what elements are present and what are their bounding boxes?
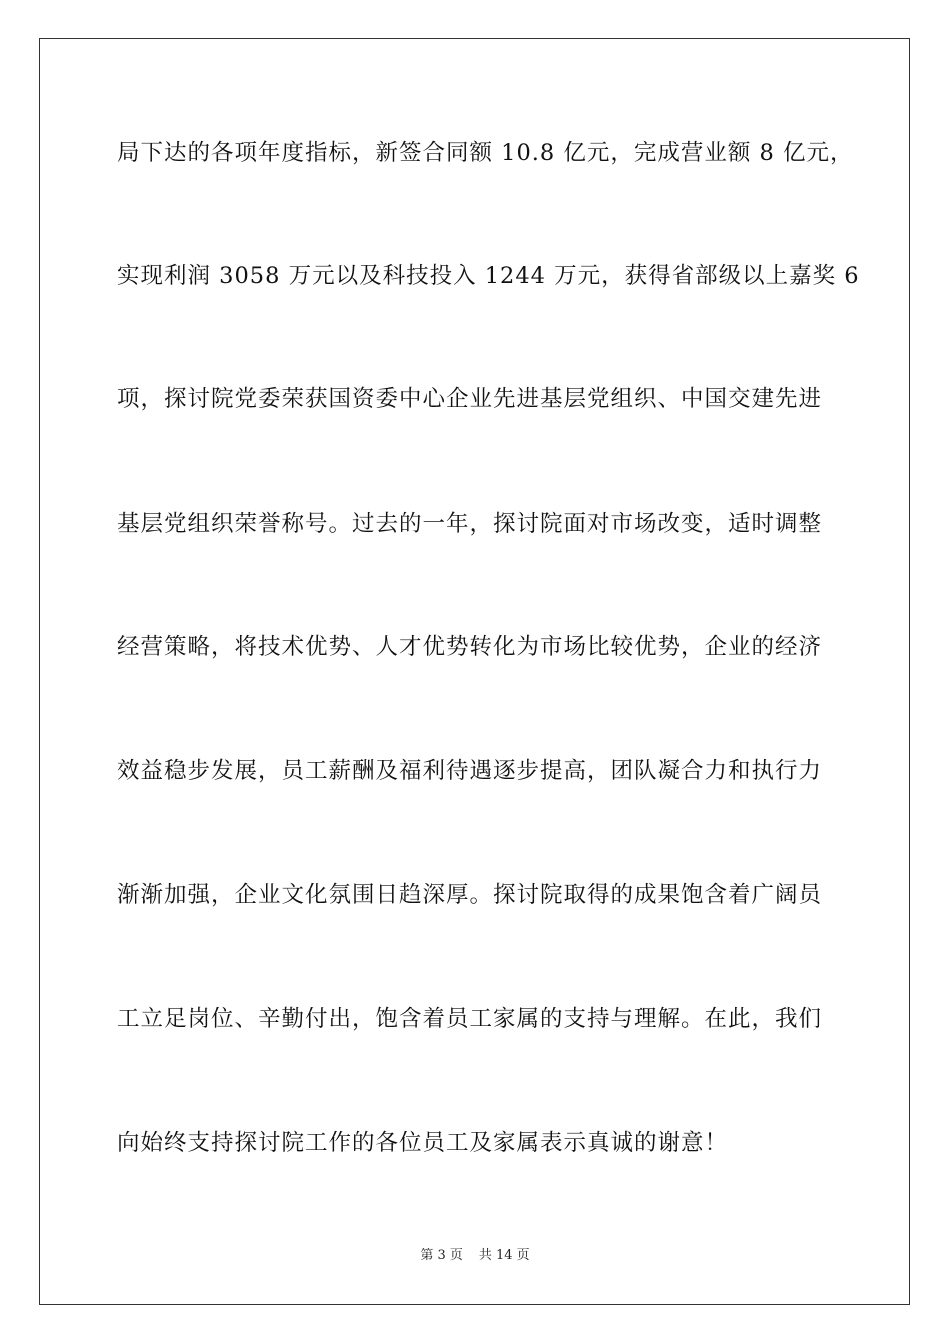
- page-footer: [0, 1247, 950, 1265]
- body-line-2: 实现利润 3058 万元以及科技投入 1244 万元，获得省部级以上嘉奖 6: [117, 263, 860, 289]
- body-line-9: 向始终支持探讨院工作的各位员工及家属表示真诚的谢意！: [117, 1130, 729, 1156]
- page-number-total: 共 14 页: [478, 1248, 530, 1263]
- body-line-3: 项，探讨院党委荣获国资委中心企业先进基层党组织、中国交建先进: [117, 386, 823, 412]
- page-border: [39, 38, 910, 1305]
- body-line-6: 效益稳步发展，员工薪酬及福利待遇逐步提高，团队凝合力和执行力: [117, 758, 823, 784]
- body-line-4: 基层党组织荣誉称号。过去的一年，探讨院面对市场改变，适时调整: [117, 511, 823, 537]
- body-line-7: 渐渐加强，企业文化氛围日趋深厚。探讨院取得的成果饱含着广阔员: [117, 882, 823, 908]
- body-line-1: 局下达的各项年度指标，新签合同额 10.8 亿元，完成营业额 8 亿元，: [117, 140, 854, 166]
- body-line-8: 工立足岗位、辛勤付出，饱含着员工家属的支持与理解。在此，我们: [117, 1006, 823, 1032]
- page-number-current: 第 3 页: [420, 1248, 463, 1263]
- body-line-5: 经营策略，将技术优势、人才优势转化为市场比较优势，企业的经济: [117, 634, 823, 660]
